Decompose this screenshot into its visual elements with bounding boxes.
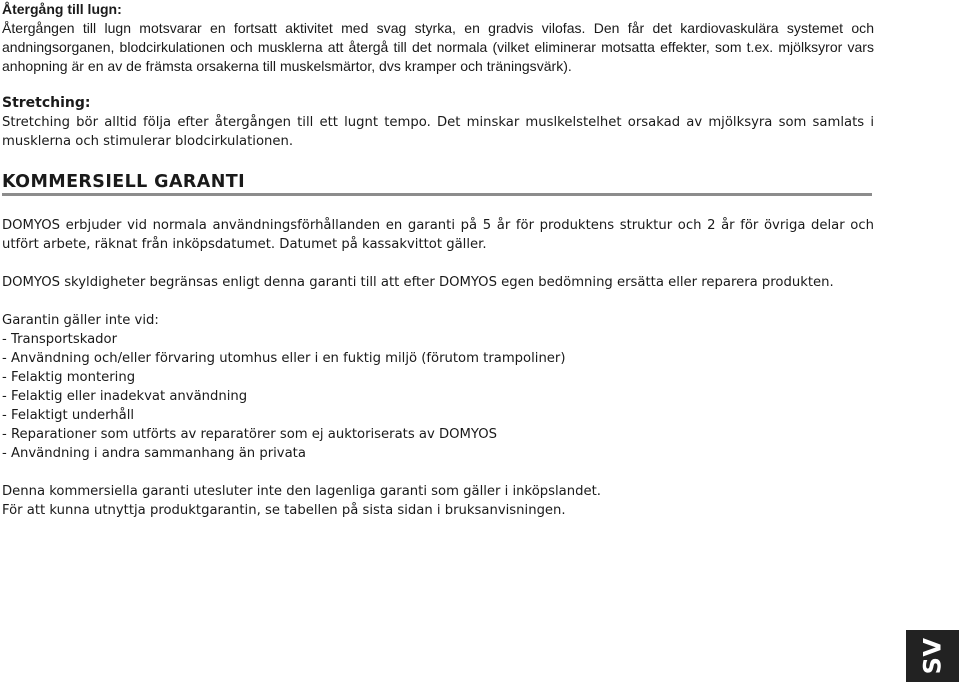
warranty-para-2: DOMYOS skyldigheter begränsas enligt denna garanti till att efter DOMYOS egen bedömning ersätta eller reparera produkten. xyxy=(2,275,834,290)
stretching-text: Stretching bör alltid följa efter återgången till ett lugnt tempo. Det minskar muslkelstelhet orsakad av mjölksyra som samlats i musklerna och stimulerar blodcirkulationen. xyxy=(2,115,874,149)
heading-divider xyxy=(2,193,872,196)
list-item: - Felaktig montering xyxy=(2,370,136,385)
list-item: - Felaktig eller inadekvat användning xyxy=(2,389,248,404)
closing-text-1: Denna kommersiella garanti utesluter inte den lagenliga garanti som gäller i inköpslandet. xyxy=(2,484,601,499)
section-warranty xyxy=(2,216,874,520)
exclusions-list xyxy=(2,330,874,463)
stretching-heading: Stretching: xyxy=(2,95,91,111)
list-item: - Transportskador xyxy=(2,332,118,347)
list-item: - Felaktigt underhåll xyxy=(2,408,135,423)
language-label: SV xyxy=(918,637,947,675)
list-item: - Användning och/eller förvaring utomhus eller i en fuktig miljö (förutom trampoliner) xyxy=(2,351,566,366)
section-recovery xyxy=(2,0,874,76)
recovery-text: Återgången till lugn motsvarar en fortsatt aktivitet med svag styrka, en gradvis vilofas. Den får det kardiovaskulära systemet och andningsorganen, blodcirkulationen och musklerna att återgå till det normala (vilket eliminerar motsatta effekter, som t.ex. mjölksyror vars anhopning är en av de främsta orsakerna till muskelsmärtor, dvs kramper och träningsvärk). xyxy=(2,20,874,74)
recovery-heading: Återgång till lugn: xyxy=(2,1,122,17)
warranty-para-1: DOMYOS erbjuder vid normala användningsförhållanden en garanti på 5 år för produktens struktur och 2 år för övriga delar och utfört arbete, räknat från inköpsdatumet. Datumet på kassakvittot gäller. xyxy=(2,218,874,252)
closing-text-2: För att kunna utnyttja produktgarantin, se tabellen på sista sidan i bruksanvisningen. xyxy=(2,503,566,518)
list-item: - Användning i andra sammanhang än privata xyxy=(2,446,306,461)
list-item: - Reparationer som utförts av reparatörer som ej auktoriserats av DOMYOS xyxy=(2,427,497,442)
language-tab xyxy=(906,630,959,682)
section-stretching xyxy=(2,94,874,151)
exclusions-intro: Garantin gäller inte vid: xyxy=(2,313,159,328)
warranty-heading: KOMMERSIELL GARANTI xyxy=(2,172,245,192)
